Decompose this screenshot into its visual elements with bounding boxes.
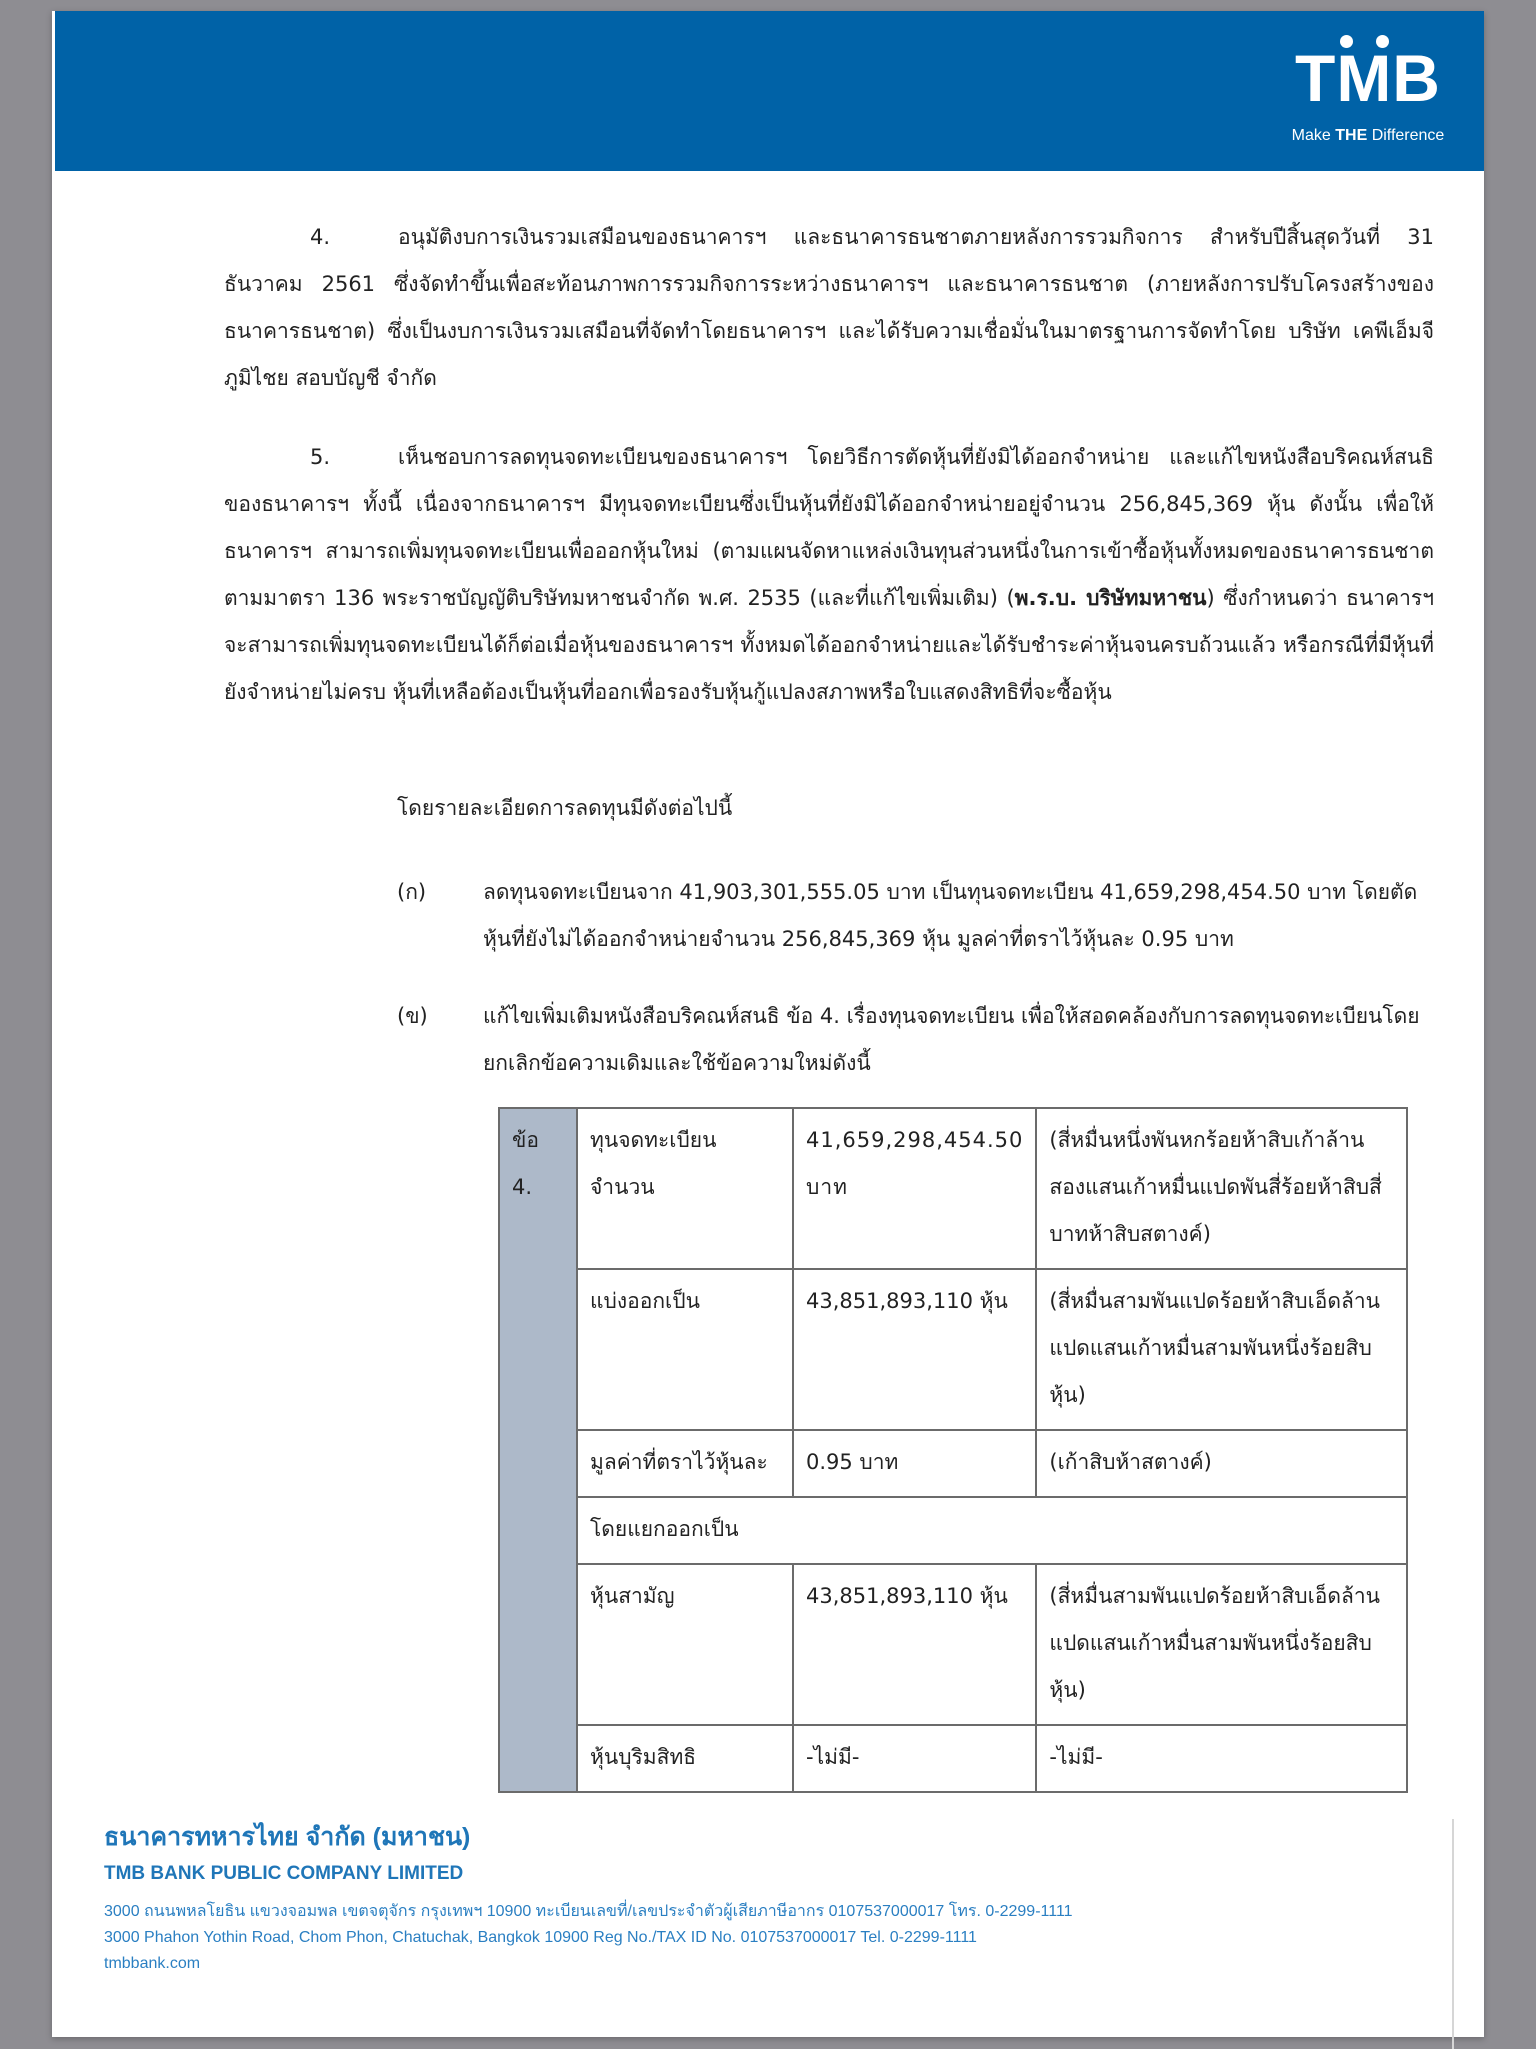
footer-name-thai: ธนาคารทหารไทย จำกัด (มหาชน) — [104, 1823, 471, 1851]
table-cell: -ไม่มี- — [1036, 1725, 1407, 1792]
act-abbreviation: พ.ร.บ. บริษัทมหาชน — [1014, 586, 1207, 610]
table-row — [499, 1497, 1407, 1564]
paragraph-4 — [224, 214, 1434, 402]
table-cell: ทุนจดทะเบียน จำนวน — [577, 1108, 793, 1269]
document-page — [52, 11, 1484, 2037]
table-cell: (สี่หมื่นสามพันแปดร้อยห้าสิบเอ็ดล้านแปดแสนเก้าหมื่นสามพันหนึ่งร้อยสิบหุ้น) — [1036, 1269, 1407, 1430]
footer-address-english: 3000 Phahon Yothin Road, Chom Phon, Chatuchak, Bangkok 10900 Reg No./TAX ID No. 0107537000017 Tel. 0-2299-1111 — [104, 1929, 977, 1946]
table-row — [499, 1725, 1407, 1792]
footer-name-english: TMB BANK PUBLIC COMPANY LIMITED — [104, 1863, 464, 1884]
sub-item-text: ลดทุนจดทะเบียนจาก 41,903,301,555.05 บาท เป็นทุนจดทะเบียน 41,659,298,454.50 บาท โดยตัดหุ้นที่ยังไม่ได้ออกจำหน่ายจำนวน 256,845,369 หุ้น มูลค่าที่ตราไว้หุ้นละ 0.95 บาท — [483, 880, 1418, 951]
details-intro: โดยรายละเอียดการลดทุนมีดังต่อไปนี้ — [397, 796, 733, 820]
sub-item-ko — [397, 869, 1437, 963]
logo-tagline: Make THE Difference — [1291, 127, 1445, 144]
table-cell: หุ้นบุริมสิทธิ — [577, 1725, 793, 1792]
table-cell: -ไม่มี- — [793, 1725, 1036, 1792]
paragraph-number: 4. — [310, 225, 331, 249]
footer-address-thai: 3000 ถนนพหลโยธิน แขวงจอมพล เขตจตุจักร กรุงเทพฯ 10900 ทะเบียนเลขที่/เลขประจำตัวผู้เสียภาษีอากร 0107537000017 โทร. 0-2299-1111 — [104, 1903, 1073, 1920]
table-cell: 43,851,893,110 หุ้น — [793, 1269, 1036, 1430]
sub-item-label: (ข) — [397, 1004, 428, 1028]
logo-wordmark: TMB — [1295, 41, 1441, 115]
table-cell: มูลค่าที่ตราไว้หุ้นละ — [577, 1430, 793, 1497]
footer — [104, 1817, 1073, 1977]
paragraph-text: อนุมัติงบการเงินรวมเสมือนของธนาคารฯ และธนาคารธนชาตภายหลังการรวมกิจการ สำหรับปีสิ้นสุดวันที่ 31 ธันวาคม 2561 ซึ่งจัดทำขึ้นเพื่อสะท้อนภาพการรวมกิจการระหว่างธนาคารฯ และธนาคารธนชาต (ภายหลังการปรับโครงสร้างของธนาคารธนชาต) ซึ่งเป็นงบการเงินรวมเสมือนที่จัดทำโดยธนาคารฯ และได้รับความเชื่อมั่นในมาตรฐานการจัดทำโดย บริษัท เคพีเอ็มจี ภูมิไชย สอบบัญชี จำกัด — [224, 225, 1434, 390]
sub-item-kho — [397, 993, 1437, 1087]
sub-item-label: (ก) — [397, 880, 427, 904]
table-cell: 43,851,893,110 หุ้น — [793, 1564, 1036, 1725]
header-banner — [55, 11, 1484, 171]
tmb-logo — [1288, 27, 1448, 147]
paragraph-number: 5. — [310, 445, 331, 469]
table-cell: (เก้าสิบห้าสตางค์) — [1036, 1430, 1407, 1497]
table-row — [499, 1269, 1407, 1430]
clause-label: ข้อ 4. — [499, 1108, 577, 1792]
table-row — [499, 1564, 1407, 1725]
paragraph-5: 5. เห็นชอบการลดทุนจดทะเบียนของธนาคารฯ โดยวิธีการตัดหุ้นที่ยังมิได้ออกจำหน่าย และแก้ไขหนังสือบริคณห์สนธิของธนาคารฯ ทั้งนี้ เนื่องจากธนาคารฯ มีทุนจดทะเบียนซึ่งเป็นหุ้นที่ยังมิได้ออกจำหน่ายอยู่จำนวน 256,845,369 หุ้น ดังนั้น เพื่อให้ธนาคารฯ สามารถเพิ่มทุนจดทะเบียนเพื่อออกหุ้นใหม่ (ตามแผนจัดหาแหล่งเงินทุนส่วนหนึ่งในการเข้าซื้อหุ้นทั้งหมดของธนาคารธนชาต ตามมาตรา 136 พระราชบัญญัติบริษัทมหาชนจำกัด พ.ศ. 2535 (และที่แก้ไขเพิ่มเติม) (พ.ร.บ. บริษัทมหาชน) ซึ่งกำหนดว่า ธนาคารฯ จะสามารถเพิ่มทุนจดทะเบียนได้ก็ต่อเมื่อหุ้นของธนาคารฯ ทั้งหมดได้ออกจำหน่ายและได้รับชำระค่าหุ้นจนครบถ้วนแล้ว หรือกรณีที่มีหุ้นที่ยังจำหน่ายไม่ครบ หุ้นที่เหลือต้องเป็นหุ้นที่ออกเพื่อรองรับหุ้นกู้แปลงสภาพหรือใบแสดงสิทธิที่จะซื้อหุ้น — [224, 434, 1434, 716]
table-cell: (สี่หมื่นสามพันแปดร้อยห้าสิบเอ็ดล้านแปดแสนเก้าหมื่นสามพันหนึ่งร้อยสิบหุ้น) — [1036, 1564, 1407, 1725]
table-row — [499, 1108, 1407, 1269]
clause-4-table — [498, 1107, 1408, 1793]
table-cell: หุ้นสามัญ — [577, 1564, 793, 1725]
table-row — [499, 1430, 1407, 1497]
table-cell: 41,659,298,454.50 บาท — [793, 1108, 1036, 1269]
table-span-cell: โดยแยกออกเป็น — [577, 1497, 1407, 1564]
table-cell: 0.95 บาท — [793, 1430, 1036, 1497]
table-cell: (สี่หมื่นหนึ่งพันหกร้อยห้าสิบเก้าล้านสองแสนเก้าหมื่นแปดพันสี่ร้อยห้าสิบสี่บาทห้าสิบสตางค์) — [1036, 1108, 1407, 1269]
sub-item-text: แก้ไขเพิ่มเติมหนังสือบริคณห์สนธิ ข้อ 4. เรื่องทุนจดทะเบียน เพื่อให้สอดคล้องกับการลดทุนจดทะเบียนโดยยกเลิกข้อความเดิมและใช้ข้อความใหม่ดังนี้ — [483, 1004, 1420, 1075]
footer-divider — [1452, 1819, 1454, 2049]
table-cell: แบ่งออกเป็น — [577, 1269, 793, 1430]
footer-website-link[interactable]: tmbbank.com — [104, 1955, 201, 1972]
